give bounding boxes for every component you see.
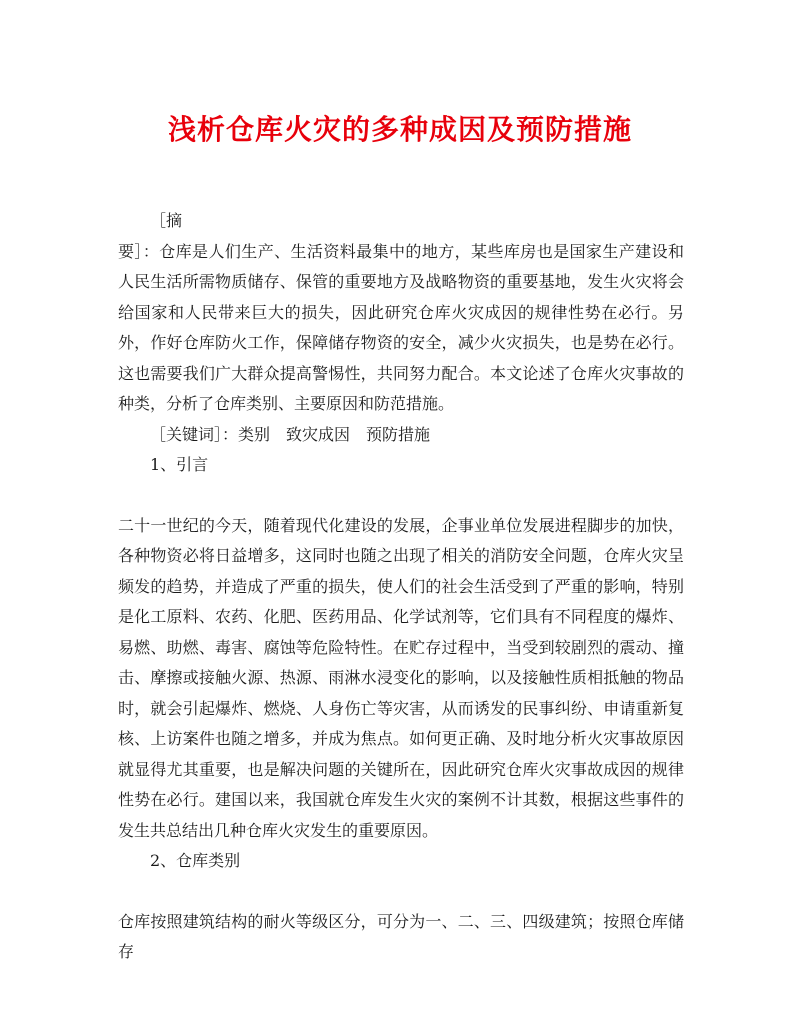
abstract-text: 要］：仓库是人们生产、生活资料最集中的地方，某些库房也是国家生产建设和人民生活所需物质储存、保管的重要地方及战略物资的重要基地，发生火灾将会给国家和人民带来巨大的损失，因此研究仓库火灾成因的规律性势在必行。另外，作好仓库防火工作，保障储存物资的安全，减少火灾损失，也是势在必行。这也需要我们广大群众提高警惕性，共同努力配合。本文论述了仓库火灾事故的种类，分析了仓库类别、主要原因和防范措施。 (118, 241, 684, 413)
keywords-line: ［关键词］：类别 致灾成因 预防措施 (150, 424, 431, 444)
abstract-label: ［摘 (150, 211, 183, 230)
section-heading-introduction: 1、引言 (150, 455, 209, 474)
paragraph-gap (118, 481, 684, 511)
section-heading-warehouse-types: 2、仓库类别 (150, 851, 241, 870)
section-introduction-text: 二十一世纪的今天，随着现代化建设的发展，企事业单位发展进程脚步的加快，各种物资必将日益增多，这同时也随之出现了相关的消防安全问题，仓库火灾呈频发的趋势，并造成了严重的损失，使人们的社会生活受到了严重的影响，特别是化工原料、农药、化肥、医药用品、化学试剂等，它们具有不同程度的爆炸、易燃、助燃、毒害、腐蚀等危险特性。在贮存过程中，当受到较剧烈的震动、撞击、摩擦或接触火源、热源、雨淋水浸变化的影响，以及接触性质相抵触的物品时，就会引起爆炸、燃烧、人身伤亡等灾害，从而诱发的民事纠纷、申请重新复核、上访案件也随之增多，并成为焦点。如何更正确、及时地分析火灾事故原因就显得尤其重要，也是解决问题的关键所在，因此研究仓库火灾事故成因的规律性势在必行。建国以来，我国就仓库发生火灾的案例不计其数，根据这些事件的发生共总结出几种仓库火灾发生的重要原因。 (118, 515, 684, 840)
section-warehouse-types-text: 仓库按照建筑结构的耐火等级区分，可分为一、二、三、四级建筑；按照仓库储存 (118, 911, 684, 961)
document-title: 浅析仓库火灾的多种成因及预防措施 (167, 113, 632, 146)
document-body (118, 206, 684, 968)
paragraph-gap (118, 877, 684, 907)
